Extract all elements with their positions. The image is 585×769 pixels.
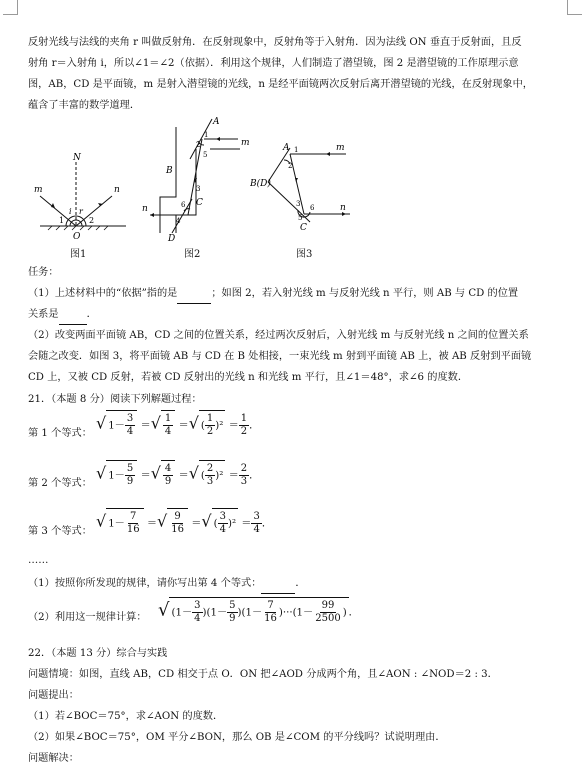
fig3-angle-3: 3 — [296, 200, 301, 208]
fig1-label-n: n — [114, 185, 120, 195]
fig2-angle-2: 2 — [196, 141, 201, 149]
q22-title: 22．（本题 13 分）综合与实践 — [28, 648, 168, 659]
fig1-label-m: m — [34, 185, 43, 195]
fig1-angle-2: 2 — [89, 216, 95, 225]
fig1-label-i: i — [69, 207, 72, 216]
figure-3-caption: 图3 — [296, 249, 313, 260]
q22-solution-heading: 问题解决： — [28, 753, 79, 764]
fig1-angle-1: 1 — [59, 216, 65, 225]
figure-2-caption: 图2 — [184, 249, 201, 260]
answer-blank-3[interactable] — [261, 581, 295, 594]
fig2-angle-4: 4 — [176, 217, 181, 225]
fig3-angle-6: 6 — [310, 204, 315, 212]
fig1-label-N: N — [73, 153, 81, 163]
q22-part-1: （1）若∠BOC＝75°，求∠AON 的度数． — [28, 711, 224, 722]
fig2-angle-3: 3 — [196, 185, 201, 193]
q21-equation-1: √ 1－ $\frac{3}{4}$ ＝√ $\frac{1}{4}$ ＝√ ( $\frac{1}{2}$ )² ＝ $\frac{1}{2}$ ． — [96, 410, 259, 438]
q21-eq1-label: 第 1 个等式： — [28, 428, 92, 439]
fig3-label-n: n — [340, 203, 346, 213]
task-q2-line-1: （2）改变两面平面镜 AB，CD 之间的位置关系，经过两次反射后，入射光线 m 与反射光线 n 之间的位置关系 — [28, 330, 529, 341]
fig2-label-B: B — [166, 166, 173, 176]
q21-ellipsis: …… — [28, 555, 49, 566]
fig3-angle-1: 1 — [294, 146, 299, 154]
material-line-3: 图，AB，CD 是平面镜，m 是射入潜望镜的光线，n 是经平面镜两次反射后离开潜望镜的光线，在反射现象中， — [28, 79, 533, 90]
q22-part-2: （2）如果∠BOC＝75°，OM 平分∠BON，那么 OB 是∠COM 的平分线吗？试说明理由． — [28, 732, 446, 743]
material-line-1: 反射光线与法线的夹角 r 叫做反射角．在反射现象中，反射角等于入射角．因为法线 ON 垂直于反射面，且反 — [28, 37, 522, 48]
q22-context: 问题情境：如图，直线 AB，CD 相交于点 O．ON 把∠AOD 分成两个角，且∠AON : ∠NOD＝2 : 3． — [28, 669, 498, 680]
task-q2-line-3: CD 上，又被 CD 反射，若被 CD 反射出的光线 n 和光线 m 平行，且∠1＝48°，求∠6 的度数． — [28, 372, 469, 383]
fig3-label-A: A — [283, 143, 290, 153]
q22-question-heading: 问题提出： — [28, 690, 79, 701]
task-q1-line-1: （1）上述材料中的“依据”指的是 ；如图 2，若入射光线 m 与反射光线 n 平行，则 AB 与 CD 的位置 — [28, 283, 564, 304]
q21-equation-2: √ 1－ $\frac{5}{9}$ ＝√ $\frac{4}{9}$ ＝√ ( $\frac{2}{3}$ )² ＝ $\frac{2}{3}$ ． — [96, 460, 259, 488]
fig2-angle-5: 5 — [203, 151, 208, 159]
q21-part-1: （1）按照你所发现的规律，请你写出第 4 个等式： ． — [28, 573, 564, 594]
figure-3-joined-mirrors — [250, 140, 362, 245]
fig2-label-C: C — [196, 198, 203, 208]
fig1-label-O: O — [73, 232, 81, 242]
fig3-label-BD: B(D) — [250, 179, 271, 189]
crop-mark-top-left — [3, 0, 18, 15]
answer-blank-2[interactable] — [59, 312, 87, 325]
fig3-label-C: C — [300, 223, 307, 233]
fig3-label-m: m — [336, 143, 345, 153]
material-line-4: 蕴含了丰富的数学道理． — [28, 100, 141, 111]
fig2-label-n: n — [142, 204, 148, 214]
fig2-label-A: A — [213, 117, 220, 127]
fig2-label-m: m — [241, 138, 250, 148]
q21-eq3-label: 第 3 个等式： — [28, 526, 92, 537]
q21-title: 21．（本题 8 分）阅读下列解题过程： — [28, 394, 202, 405]
task-q2-line-2: 会随之改变．如图 3，将平面镜 AB 与 CD 在 B 处相接，一束光线 m 射到平面镜 AB 上，被 AB 反射到平面镜 — [28, 351, 532, 362]
figure-1-caption: 图1 — [70, 249, 87, 260]
fig3-angle-5: 5 — [298, 214, 303, 222]
figure-1-reflection — [26, 150, 138, 245]
task-q1-line-2: 关系是 ． — [28, 304, 564, 325]
fig2-label-D: D — [168, 234, 176, 244]
crop-mark-top-right — [567, 0, 582, 15]
figure-2-periscope — [140, 115, 252, 245]
q21-equation-3: √ 1－ $\frac{7}{16}$ ＝√ $\frac{9}{16}$ ＝√ ( $\frac{3}{4}$ )² ＝ $\frac{3}{4}$ ． — [96, 508, 272, 536]
answer-blank-1[interactable] — [177, 291, 211, 304]
fig1-label-r: r — [79, 207, 83, 216]
task-heading: 任务： — [28, 267, 59, 278]
fig3-angle-2: 2 — [288, 162, 293, 170]
q21-eq2-label: 第 2 个等式： — [28, 478, 92, 489]
material-line-2: 射角 r＝入射角 i，所以∠1＝∠2（依据）．利用这个规律，人们制造了潜望镜，图 2 是潜望镜的工作原理示意 — [28, 58, 519, 69]
q21-calc-expression: √ (1－ $\frac{3}{4}$ )(1－ $\frac{5}{9}$ )(1－ $\frac{7}{16}$ )···(1－ $\frac{99}{2500}$ ) ． — [158, 597, 359, 625]
fig2-angle-6: 6 — [181, 201, 186, 209]
q21-part-2: （2）利用这一规律计算： — [28, 612, 147, 623]
fig2-angle-1: 1 — [204, 131, 209, 139]
